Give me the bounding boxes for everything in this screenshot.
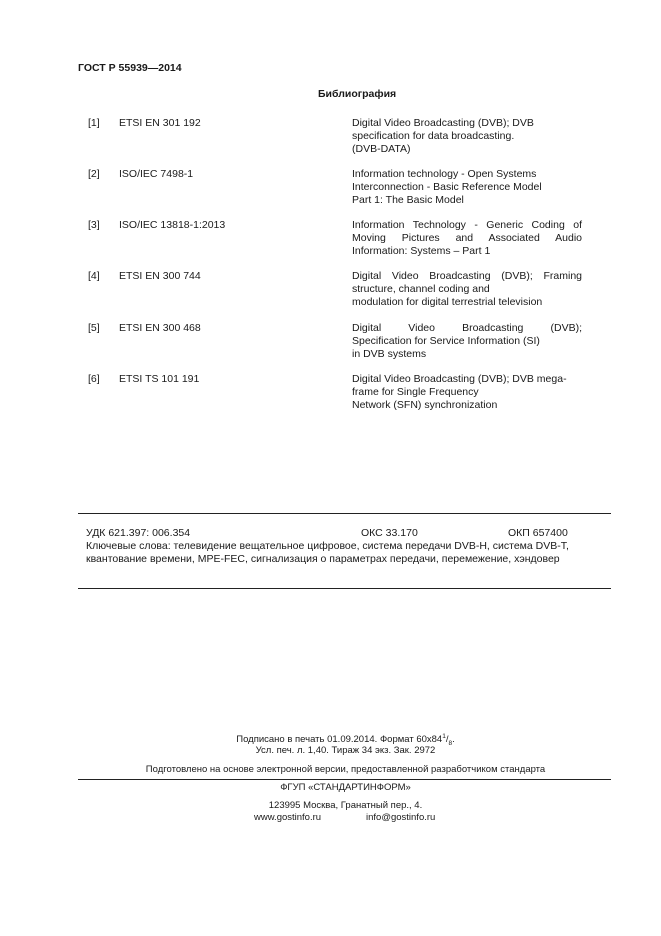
format-numerator: 1 [442,733,446,740]
bib-entry-number: [3] [88,219,100,231]
standard-id: ГОСТ Р 55939—2014 [78,62,182,74]
signed-text: Подписано в печать 01.09.2014. Формат 60x84 [236,734,443,746]
publisher-address: 123995 Москва, Гранатный пер., 4. [268,800,423,811]
bib-entry-code: ETSI TS 101 191 [119,373,200,385]
bib-desc-line: structure, channel coding and [352,282,490,295]
bib-entry-number: [2] [88,168,100,180]
bib-desc-line: Moving Pictures and Associated Audio [352,231,582,244]
udk-code: УДК 621.397: 006.354 [86,527,191,539]
bib-desc-line: Digital Video Broadcasting (DVB); [352,322,582,334]
bib-desc-line: Information Technology - Generic Coding of [352,219,582,231]
bib-entry-description [352,117,582,155]
keywords-line: Ключевые слова: телевидение вещательное цифровое, система передачи DVB-H, система DVB-T, [86,540,569,552]
bib-desc-line: in DVB systems [352,347,427,360]
bib-entry-description [352,373,582,411]
bib-entry-code: ISO/IEC 7498-1 [119,168,194,180]
prepared-note: Подготовлено на основе электронной версии, предоставленной разработчиком стандарта [145,764,546,775]
classification-top-rule [78,513,611,514]
print-info: Усл. печ. л. 1,40. Тираж 34 экз. Зак. 2972 [255,745,436,756]
bib-desc-line: Specification for Service Information (SI) [352,334,540,347]
bib-entry-number: [6] [88,373,100,385]
bib-desc-line: Network (SFN) synchronization [352,398,498,411]
format-denominator: 8 [448,740,453,748]
bib-desc-line: (DVB-DATA) [352,142,411,155]
classification-bottom-rule [78,588,611,589]
bib-desc-line: modulation for digital terrestrial television [352,295,543,308]
bib-entry-number: [4] [88,270,100,282]
okp-code: ОКП 657400 [508,527,568,539]
website-link[interactable]: www.gostinfo.ru [254,812,322,823]
bib-desc-line: Part 1: The Basic Model [352,193,464,206]
bib-entry-code: ETSI EN 300 468 [119,322,201,334]
bib-entry-description [352,168,582,206]
bib-desc-line: Digital Video Broadcasting (DVB); DVB [352,117,534,129]
oks-code: ОКС 33.170 [361,527,418,539]
email-link[interactable]: info@gostinfo.ru [366,812,436,823]
bib-desc-line: Digital Video Broadcasting (DVB); DVB mega- [352,373,567,385]
signed-for-print: Подписано в печать 01.09.2014. Формат $60x84^1/_8$. [236,733,455,748]
bib-entry-number: [5] [88,322,100,334]
bib-entry-description [352,219,582,257]
keywords-line: квантование времени, MPE-FEC, сигнализация о параметрах передачи, перемежение, хэндовер [86,553,560,565]
bib-desc-line: Information: Systems – Part 1 [352,244,491,257]
publisher-name: ФГУП «СТАНДАРТИНФОРМ» [280,782,411,793]
bib-desc-line: Information technology - Open Systems [352,168,537,180]
bibliography-title: Библиография [318,88,397,100]
signed-suffix: . [452,734,455,746]
bib-entry-description [352,322,582,360]
imprint-rule [78,779,611,780]
bib-desc-line: specification for data broadcasting. [352,129,515,142]
bib-entry-number: [1] [88,117,100,129]
bib-entry-code: ISO/IEC 13818-1:2013 [119,219,226,231]
bib-entry-description [352,270,582,308]
bib-desc-line: frame for Single Frequency [352,385,479,398]
bib-desc-line: Interconnection - Basic Reference Model [352,180,542,193]
bib-entry-code: ETSI EN 301 192 [119,117,201,129]
bib-entry-code: ETSI EN 300 744 [119,270,201,282]
bib-desc-line: Digital Video Broadcasting (DVB); Framing [352,270,582,282]
